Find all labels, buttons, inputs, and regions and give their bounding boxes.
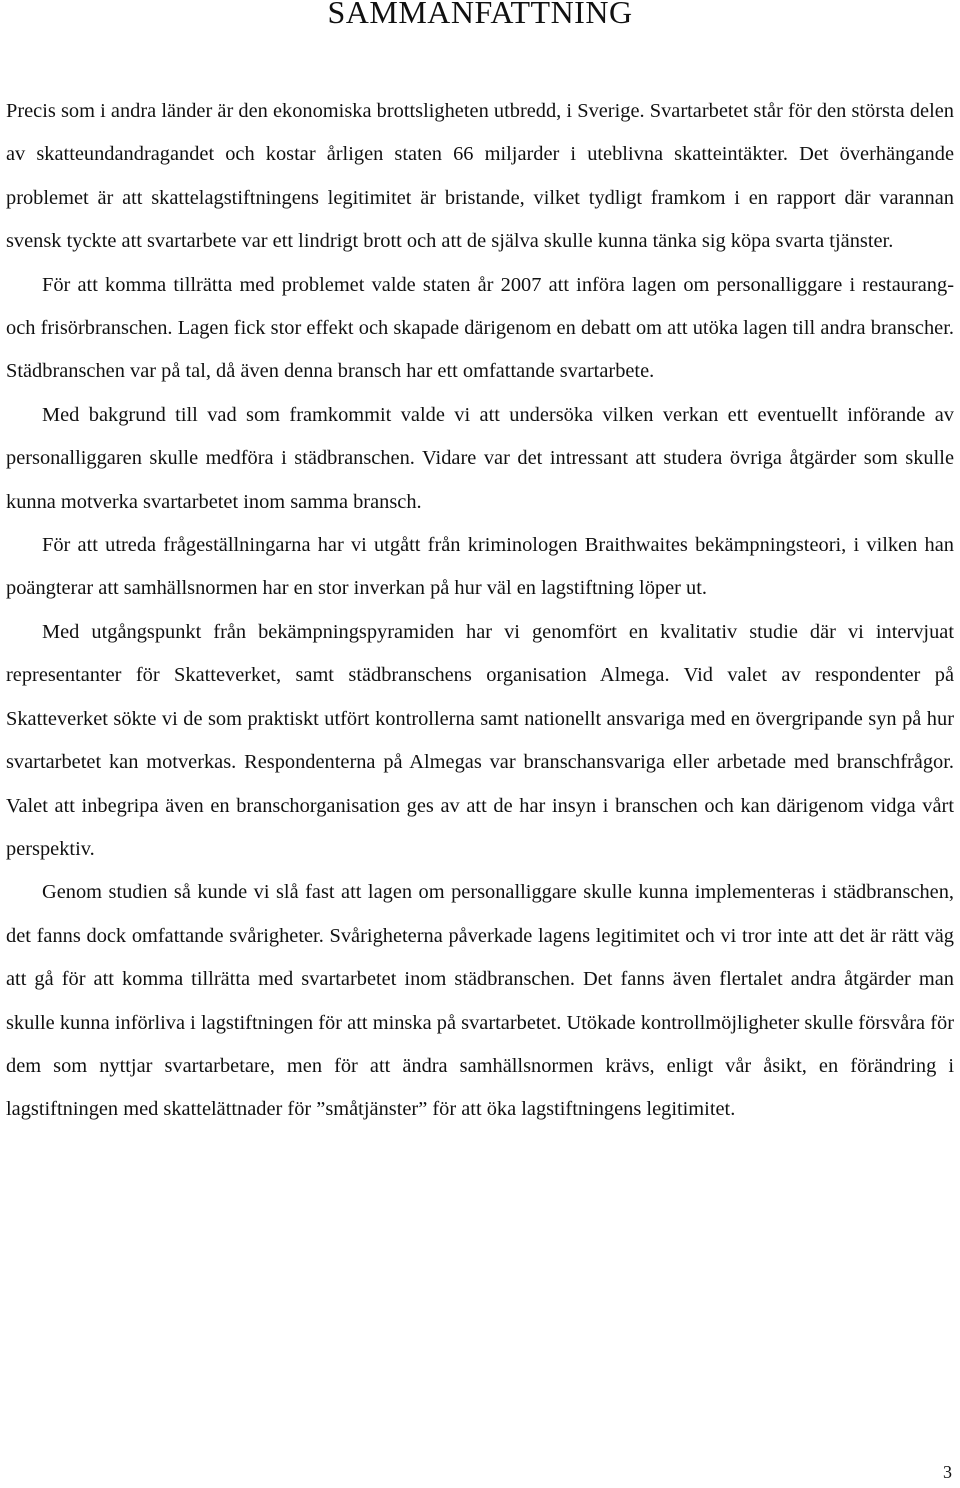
body-text bbox=[6, 90, 954, 1132]
page-title: SAMMANFATTNING bbox=[327, 0, 633, 30]
paragraph-3: Med bakgrund till vad som framkommit valde vi att undersöka vilken verkan ett eventuellt införande av personalliggaren skulle medföra i städbranschen. Vidare var det intressant att studera övriga åtgärder som skulle kunna motverka svartarbetet inom samma bransch. bbox=[6, 403, 954, 513]
paragraph-2: För att komma tillrätta med problemet valde staten år 2007 att införa lagen om personalliggare i restaurang- och frisörbranschen. Lagen fick stor effekt och skapade därigenom en debatt om att utöka lagen till andra branscher. Städbranschen var på tal, då även denna bransch har ett omfattande svartarbete. bbox=[6, 273, 954, 383]
paragraph-4: För att utreda frågeställningarna har vi utgått från kriminologen Braithwaites bekämpningsteori, i vilken han poängterar att samhällsnormen har en stor inverkan på hur väl en lagstiftning löper ut. bbox=[6, 534, 954, 600]
paragraph-5: Med utgångspunkt från bekämpningspyramiden har vi genomfört en kvalitativ studie där vi intervjuat representanter för Skatteverket, samt städbranschens organisation Almega. Vid valet av respondenter på Skatteverket sökte vi de som praktiskt utfört kontrollerna samt nationellt ansvariga med en övergripande syn på hur svartarbetet kan motverkas. Respondenterna på Almegas var branschansvariga eller arbetade med branschfrågor. Valet att inbegripa även en branschorganisation ges av att de har insyn i branschen och kan därigenom vidga vårt perspektiv. bbox=[6, 620, 954, 860]
page-number: 3 bbox=[943, 1462, 952, 1482]
paragraph-6: Genom studien så kunde vi slå fast att lagen om personalliggare skulle kunna implementeras i städbranschen, det fanns dock omfattande svårigheter. Svårigheterna påverkade lagens legitimitet och vi tror inte att det är rätt väg att gå för att komma tillrätta med svartarbetet inom städbranschen. Det fanns även flertalet andra åtgärder man skulle kunna införliva i lagstiftningen för att minska på svartarbetet. Utökade kontrollmöjligheter skulle försvåra för dem som nyttjar svartarbetare, men för att ändra samhällsnormen krävs, enligt vår åsikt, en förändring i lagstiftningen med skattelättnader för ”småtjänster” för att öka lagstiftningens legitimitet. bbox=[6, 881, 954, 1121]
paragraph-1: Precis som i andra länder är den ekonomiska brottsligheten utbredd, i Sverige. Svartarbetet står för den största delen av skatteundandragandet och kostar årligen staten 66 miljarder i uteblivna skatteintäkter. Det överhängande problemet är att skattelagstiftningens legitimitet är bristande, vilket tydligt framkom i en rapport där varannan svensk tyckte att svartarbete var ett lindrigt brott och att de själva skulle kunna tänka sig köpa svarta tjänster. bbox=[6, 100, 954, 253]
